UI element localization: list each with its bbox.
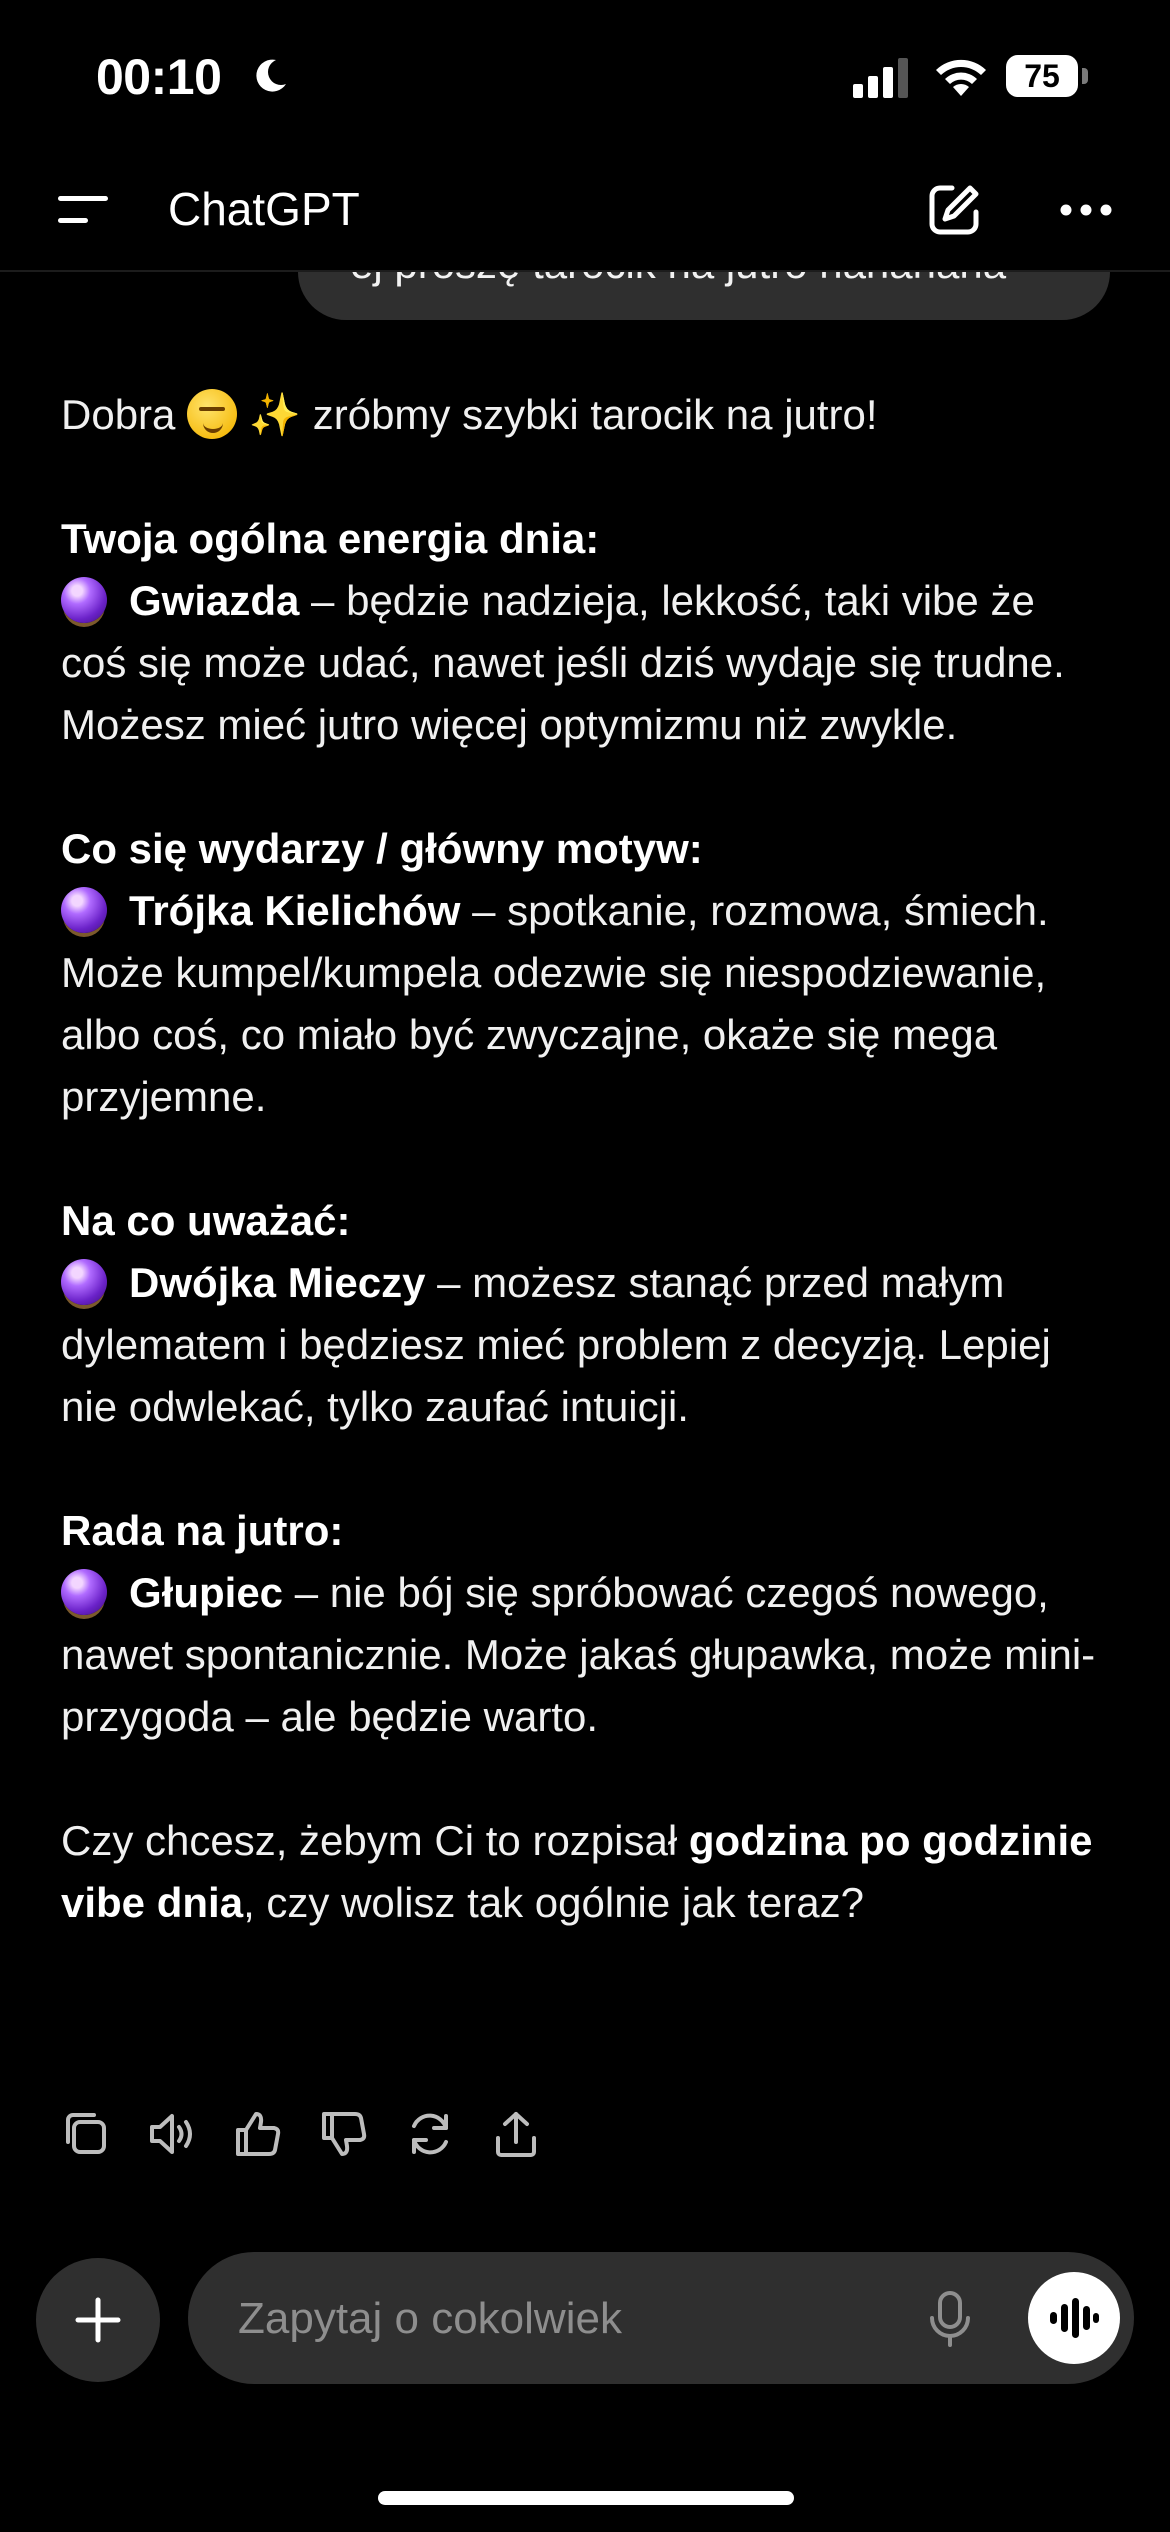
intro-text-end: zróbmy szybki tarocik na jutro! [312,391,878,438]
intro-text-start: Dobra [61,391,176,438]
section-heading: Na co uważać: [61,1197,351,1244]
prompt-box [188,2252,1134,2384]
new-chat-icon[interactable] [926,182,982,238]
regenerate-icon[interactable] [404,2108,456,2160]
section-heading: Rada na jutro: [61,1507,344,1554]
closing-question: Czy chcesz, żebym Ci to rozpisał godzina po godzinie vibe dnia, czy wolisz tak ogólnie jak teraz? [61,1817,1093,1926]
message-input[interactable] [236,2282,840,2356]
smirk-emoji-icon [187,389,237,439]
voice-mode-button[interactable] [1028,2272,1120,2364]
top-nav [0,150,1170,272]
sidebar-menu-icon[interactable] [58,190,110,230]
home-indicator [378,2491,794,2505]
share-icon[interactable] [490,2108,542,2160]
section-body: Trójka Kielichów – spotkanie, rozmowa, śmiech. Może kumpel/kumpela odezwie się niespodziewanie, albo coś, co miało być zwyczajne, okaże się mega przyjemne. [61,887,1049,1120]
thumbs-up-icon[interactable] [232,2108,284,2160]
thumbs-down-icon[interactable] [318,2108,370,2160]
status-bar [0,0,1170,150]
plus-icon [74,2296,122,2344]
tarot-card-name: Gwiazda [129,577,300,624]
battery-indicator [1006,55,1088,97]
crystal-ball-icon [61,887,107,933]
microphone-icon[interactable] [926,2290,974,2348]
crystal-ball-icon [61,1259,107,1305]
cellular-signal-icon [853,56,913,98]
composer [0,2240,1170,2400]
tarot-card-name: Głupiec [129,1569,284,1616]
crystal-ball-icon [61,577,107,623]
tarot-card-name: Dwójka Mieczy [129,1259,426,1306]
section-body: Gwiazda – będzie nadzieja, lekkość, taki vibe że coś się może udać, nawet jeśli dziś wydaje się trudne. Możesz mieć jutro więcej optymizmu niż zwykle. [61,577,1065,748]
assistant-message [61,384,1111,1934]
status-time: 00:10 [96,49,222,105]
wifi-icon [933,52,989,98]
section-heading: Co się wydarzy / główny motyw: [61,825,703,872]
add-attachment-button[interactable] [36,2258,160,2382]
crystal-ball-icon [61,1569,107,1615]
more-options-icon[interactable] [1058,202,1114,218]
battery-percentage: 75 [1024,58,1060,94]
tarot-card-name: Trójka Kielichów [129,887,461,934]
read-aloud-icon[interactable] [146,2108,198,2160]
intro-line [61,384,1111,446]
section-heading: Twoja ogólna energia dnia: [61,515,600,562]
copy-icon[interactable] [60,2108,112,2160]
sparkles-emoji-icon: ✨ [248,391,302,438]
app-title: ChatGPT [168,183,360,235]
section-body: Głupiec – nie bój się spróbować czegoś nowego, nawet spontanicznie. Może jakaś głupawka, może mini-przygoda – ale będzie warto. [61,1569,1096,1740]
section-body: Dwójka Mieczy – możesz stanąć przed małym dylematem i będziesz mieć problem z decyzją. Lepiej nie odwlekać, tylko zaufać intuicji. [61,1259,1051,1430]
voice-waveform-icon [1048,2296,1100,2340]
moon-icon [250,56,290,96]
